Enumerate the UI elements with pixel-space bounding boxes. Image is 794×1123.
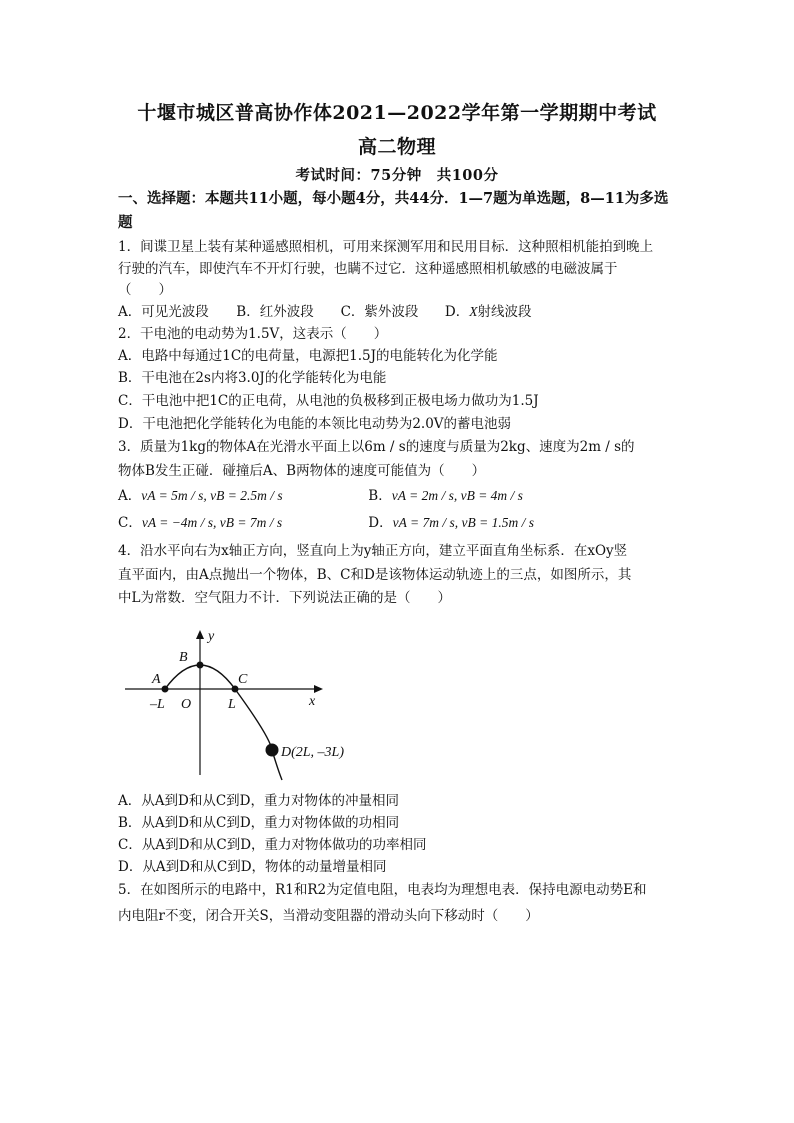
label-o: O xyxy=(181,697,192,712)
q4-stem-line3: 中L为常数．空气阻力不计．下列说法正确的是（ ） xyxy=(118,590,451,606)
q4-stem-line2: 直平面内，由A点抛出一个物体，B、C和D是该物体运动轨迹上的三点，如图所示，其 xyxy=(118,567,632,583)
y-axis-arrow xyxy=(196,630,204,639)
q3-option-a xyxy=(118,486,364,506)
q3-option-c-value: vA = −4m / s, vB = 7m / s xyxy=(141,515,283,530)
label-d: D(2L, –3L) xyxy=(281,745,345,760)
q4-option-b: B．从A到D和从C到D，重力对物体做的功相同 xyxy=(118,815,400,831)
q1-stem-line2: 行驶的汽车，即使汽车不开灯行驶，也瞒不过它．这种遥感照相机敏感的电磁波属于 xyxy=(118,261,618,277)
exam-info: 考试时间：75分钟 共100分 xyxy=(295,167,499,184)
q2-option-a: A．电路中每通过1C的电荷量，电源把1.5J的电能转化为化学能 xyxy=(118,348,498,364)
q3-option-c-label: C． xyxy=(118,515,142,531)
q3-option-d-label: D． xyxy=(368,515,393,531)
exam-subject: 高二物理 xyxy=(357,136,436,158)
q2-option-c: C．干电池中把1C的正电荷，从电池的负极移到正极电场力做功为1.5J xyxy=(118,393,539,409)
trajectory-svg xyxy=(120,620,345,780)
q5-stem-line2: 内电阻r不变，闭合开关S，当滑动变阻器的滑动头向下移动时（ ） xyxy=(118,908,539,924)
x-axis-arrow xyxy=(314,685,323,693)
q3-option-b-value: vA = 2m / s, vB = 4m / s xyxy=(391,488,523,503)
q2-option-b: B．干电池在2s内将3.0J的化学能转化为电能 xyxy=(118,370,387,386)
q1-option-a: A．可见光波段 xyxy=(118,304,209,320)
label-neg-l: –L xyxy=(150,697,165,712)
q1-option-b: B．红外波段 xyxy=(236,304,314,320)
q3-option-d-value: vA = 7m / s, vB = 1.5m / s xyxy=(392,515,534,530)
label-y: y xyxy=(208,629,215,644)
q1-option-c: C．紫外波段 xyxy=(340,304,419,320)
q1-stem-line3: （ ） xyxy=(118,282,172,298)
q1-option-d-var: X xyxy=(469,304,478,319)
q2-stem: 2．干电池的电动势为1.5V，这表示（ ） xyxy=(118,326,388,342)
q3-option-d xyxy=(368,515,534,531)
point-d xyxy=(266,744,279,757)
q4-stem-line1: 4．沿水平向右为x轴正方向，竖直向上为y轴正方向，建立平面直角坐标系．在xOy竖 xyxy=(118,543,628,559)
section1-heading: 一、选择题：本题共11小题，每小题4分，共44分．1—7题为单选题，8—11为多选题 xyxy=(118,190,669,231)
point-b xyxy=(197,662,204,669)
q4-option-a: A．从A到D和从C到D，重力对物体的冲量相同 xyxy=(118,793,399,809)
q3-option-b xyxy=(368,488,523,504)
q2-option-d: D．干电池把化学能转化为电能的本领比电动势为2.0V的蓄电池弱 xyxy=(118,416,512,432)
q1-option-d-text: 射线波段 xyxy=(477,304,532,320)
q1-stem-line1: 1．间谍卫星上装有某种遥感照相机，可用来探测军用和民用目标．这种照相机能拍到晚上 xyxy=(118,239,654,255)
q3-options-cd xyxy=(118,513,534,533)
q3-option-a-label: A． xyxy=(118,488,142,504)
q5-stem-line1: 5．在如图所示的电路中，R1和R2为定值电阻，电表均为理想电表．保持电源电动势E和 xyxy=(118,882,647,898)
label-a: A xyxy=(152,672,161,687)
q1-options xyxy=(118,302,531,322)
q4-option-d: D．从A到D和从C到D，物体的动量增量相同 xyxy=(118,859,387,875)
trajectory-diagram xyxy=(120,620,345,780)
label-b: B xyxy=(179,650,188,665)
label-x: x xyxy=(309,694,316,709)
trajectory-curve xyxy=(165,665,282,780)
q3-options-ab xyxy=(118,486,523,506)
q3-option-b-label: B． xyxy=(368,488,392,504)
q1-option-d xyxy=(445,304,532,320)
exam-title: 十堰市城区普高协作体2021—2022学年第一学期期中考试 xyxy=(137,102,657,124)
label-c: C xyxy=(238,672,248,687)
q3-option-c xyxy=(118,513,364,533)
q4-option-c: C．从A到D和从C到D，重力对物体做功的功率相同 xyxy=(118,837,427,853)
q3-option-a-value: vA = 5m / s, vB = 2.5m / s xyxy=(141,488,283,503)
q3-stem-line2: 物体B发生正碰．碰撞后A、B两物体的速度可能值为（ ） xyxy=(118,463,486,479)
point-a xyxy=(162,686,169,693)
q3-stem-line1: 3．质量为1kg的物体A在光滑水平面上以6m / s的速度与质量为2kg、速度为2m / s的 xyxy=(118,439,635,455)
label-l: L xyxy=(228,697,236,712)
q1-option-d-prefix: D． xyxy=(444,304,470,320)
